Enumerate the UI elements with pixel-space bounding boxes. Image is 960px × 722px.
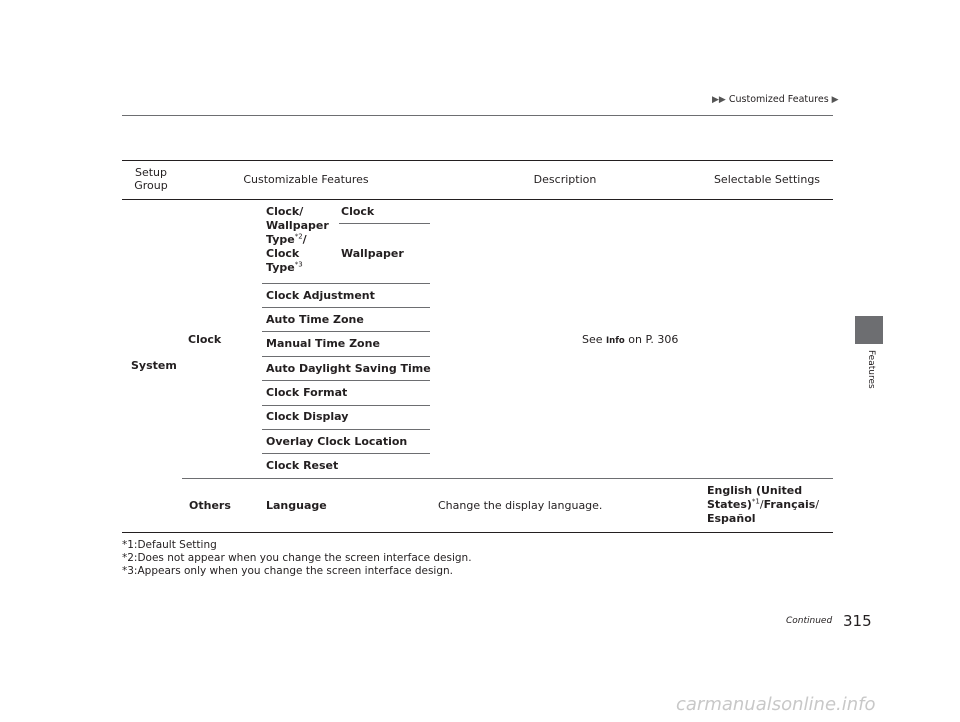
feature-auto-time-zone: Auto Time Zone	[266, 313, 364, 326]
cwt-line3: Type	[266, 233, 295, 246]
watermark: carmanualsonline.info	[676, 694, 876, 715]
feature-clock-adjustment: Clock Adjustment	[266, 289, 375, 302]
feature-rule-0	[262, 307, 430, 308]
desc-info-link[interactable]: Info	[606, 336, 625, 346]
cwt-line2: Wallpaper	[266, 219, 329, 232]
others-top-rule	[182, 478, 833, 479]
footnotes	[122, 539, 472, 578]
footnote-1: *1:Default Setting	[122, 539, 217, 551]
feature-rule-5	[262, 429, 430, 430]
group-clock: Clock	[188, 333, 222, 346]
breadcrumb-arrow-icon: ▶▶	[712, 95, 726, 105]
header-description: Description	[533, 173, 597, 186]
setting-french: Français	[763, 498, 816, 511]
cwt-sup2: *3	[294, 260, 303, 269]
breadcrumb-label: Customized Features	[728, 94, 829, 105]
cwt-line1: Clock/	[266, 205, 304, 218]
breadcrumb	[712, 94, 839, 105]
cwt-line3-row	[266, 233, 336, 247]
feature-manual-time-zone: Manual Time Zone	[266, 337, 380, 350]
header-rule	[122, 115, 833, 116]
setting-english-sup: *1	[751, 497, 760, 506]
setting-sep2: /	[815, 498, 820, 511]
setting-english: English (United States)	[707, 484, 803, 511]
feature-clock-format: Clock Format	[266, 386, 348, 399]
feature-rule-6	[262, 453, 430, 454]
desc-see: See	[582, 333, 607, 346]
clock-description	[582, 333, 678, 348]
table-top-rule	[122, 160, 833, 161]
cwt-rule	[262, 283, 430, 284]
header-customizable-features: Customizable Features	[243, 173, 369, 186]
cwt-line5-row	[266, 261, 336, 275]
feature-rule-2	[262, 356, 430, 357]
setting-sep1: /	[759, 498, 764, 511]
feature-auto-daylight-saving: Auto Daylight Saving Time	[266, 362, 431, 375]
cwt-line4: Clock	[266, 247, 300, 260]
header-setup-group: Setup Group	[134, 166, 168, 192]
feature-rule-3	[262, 380, 430, 381]
cwt-slash: /	[302, 233, 307, 246]
feature-rule-4	[262, 405, 430, 406]
feature-clock-display: Clock Display	[266, 410, 349, 423]
cwt-sup1: *2	[294, 232, 303, 241]
setting-spanish: Español	[707, 512, 756, 525]
side-tab-marker	[855, 316, 883, 344]
cwt-line5: Type	[266, 261, 295, 274]
feature-language: Language	[266, 499, 327, 512]
feature-rule-1	[262, 331, 430, 332]
page-number: 315	[843, 612, 872, 630]
sub-feature-wallpaper: Wallpaper	[341, 247, 404, 260]
group-others: Others	[189, 499, 231, 512]
breadcrumb-end-arrow-icon: ▶	[831, 95, 839, 105]
side-tab-label: Features	[866, 350, 876, 389]
desc-page: on P. 306	[624, 333, 679, 346]
continued-label: Continued	[786, 616, 833, 626]
sub-feature-clock: Clock	[341, 205, 375, 218]
language-settings	[707, 484, 820, 526]
table-header-rule	[122, 199, 833, 200]
footnote-2: *2:Does not appear when you change the screen interface design.	[122, 552, 472, 564]
group-system: System	[131, 359, 177, 372]
language-description: Change the display language.	[438, 499, 603, 512]
header-selectable-settings: Selectable Settings	[713, 173, 821, 186]
table-bottom-rule	[122, 532, 833, 533]
feature-clock-reset: Clock Reset	[266, 459, 339, 472]
clock-wallpaper-type-label	[266, 205, 336, 275]
feature-overlay-clock-location: Overlay Clock Location	[266, 435, 408, 448]
footnote-3: *3:Appears only when you change the screen interface design.	[122, 565, 454, 577]
sub-clock-rule	[339, 223, 430, 224]
